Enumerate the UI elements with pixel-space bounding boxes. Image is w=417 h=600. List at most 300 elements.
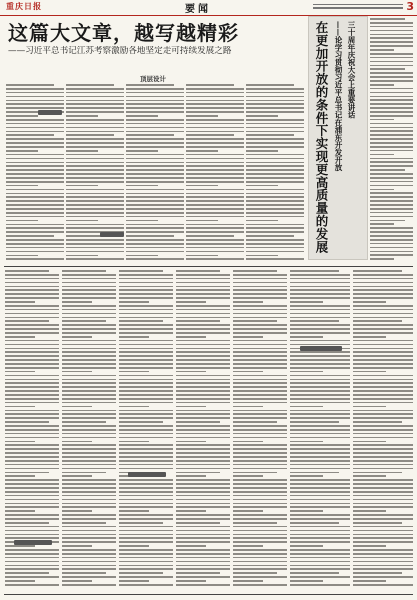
text-line-placeholder — [186, 208, 244, 210]
text-line-placeholder — [370, 227, 413, 229]
text-line-placeholder — [353, 348, 413, 350]
text-line-placeholder — [353, 553, 413, 555]
text-line-placeholder — [290, 483, 350, 485]
text-line-placeholder — [246, 111, 304, 113]
text-line-placeholder — [5, 289, 59, 291]
text-line-placeholder — [119, 286, 173, 288]
text-line-placeholder — [126, 231, 184, 233]
text-line-placeholder — [353, 518, 413, 520]
text-line-placeholder — [353, 545, 386, 547]
text-line-placeholder — [233, 580, 263, 582]
text-line-placeholder — [62, 371, 92, 373]
text-line-placeholder — [62, 297, 116, 299]
text-line-placeholder — [66, 131, 124, 133]
text-line-placeholder — [186, 196, 244, 198]
text-line-placeholder — [119, 491, 173, 493]
text-line-placeholder — [5, 503, 59, 505]
text-line-placeholder — [246, 123, 304, 125]
text-line-placeholder — [62, 479, 116, 481]
text-line-placeholder — [370, 196, 413, 198]
text-line-placeholder — [62, 379, 116, 381]
text-line-placeholder — [6, 158, 64, 160]
text-line-placeholder — [6, 212, 64, 214]
text-line-placeholder — [119, 572, 163, 574]
text-line-placeholder — [290, 410, 350, 412]
text-line-placeholder — [5, 565, 59, 567]
text-line-placeholder — [62, 336, 92, 338]
text-line-placeholder — [290, 382, 350, 384]
text-line-placeholder — [5, 355, 59, 357]
text-line-placeholder — [290, 363, 350, 365]
text-line-placeholder — [370, 26, 413, 28]
text-line-placeholder — [6, 127, 64, 129]
text-line-placeholder — [186, 107, 244, 109]
text-line-placeholder — [176, 332, 230, 334]
text-line-placeholder — [126, 154, 184, 156]
text-line-placeholder — [62, 475, 92, 477]
text-line-placeholder — [6, 162, 64, 164]
text-line-placeholder — [290, 472, 339, 474]
text-line-placeholder — [66, 96, 124, 98]
text-line-placeholder — [176, 351, 230, 353]
text-line-placeholder — [62, 534, 116, 536]
text-line-placeholder — [176, 464, 230, 466]
text-line-placeholder — [119, 441, 149, 443]
text-line-placeholder — [186, 138, 244, 140]
text-line-placeholder — [5, 545, 35, 547]
text-line-placeholder — [62, 553, 116, 555]
text-line-placeholder — [290, 437, 350, 439]
article-column — [119, 270, 173, 592]
text-line-placeholder — [126, 103, 184, 105]
text-line-placeholder — [119, 503, 173, 505]
text-line-placeholder — [126, 196, 184, 198]
text-line-placeholder — [353, 297, 413, 299]
text-line-placeholder — [119, 301, 149, 303]
text-line-placeholder — [119, 270, 163, 272]
text-line-placeholder — [126, 111, 184, 113]
text-line-placeholder — [370, 61, 413, 63]
text-line-placeholder — [353, 375, 413, 377]
text-line-placeholder — [246, 88, 304, 90]
text-line-placeholder — [246, 150, 278, 152]
text-line-placeholder — [370, 37, 413, 39]
text-line-placeholder — [353, 406, 386, 408]
text-line-placeholder — [119, 421, 163, 423]
article-column — [290, 270, 350, 592]
text-line-placeholder — [233, 572, 277, 574]
text-line-placeholder — [176, 557, 230, 559]
text-line-placeholder — [176, 576, 230, 578]
text-line-placeholder — [66, 243, 124, 245]
text-line-placeholder — [246, 258, 304, 260]
text-line-placeholder — [5, 278, 59, 280]
text-line-placeholder — [176, 421, 220, 423]
text-line-placeholder — [62, 514, 116, 516]
text-line-placeholder — [66, 107, 124, 109]
text-line-placeholder — [66, 146, 124, 148]
text-line-placeholder — [233, 421, 277, 423]
text-line-placeholder — [119, 565, 173, 567]
text-line-placeholder — [233, 382, 287, 384]
text-line-placeholder — [62, 348, 116, 350]
text-line-placeholder — [370, 146, 413, 148]
text-line-placeholder — [353, 293, 413, 295]
text-line-placeholder — [290, 444, 350, 446]
text-line-placeholder — [119, 320, 163, 322]
text-line-placeholder — [62, 394, 116, 396]
text-line-placeholder — [233, 448, 287, 450]
text-line-placeholder — [233, 309, 287, 311]
text-line-placeholder — [62, 320, 106, 322]
text-line-placeholder — [353, 452, 413, 454]
text-line-placeholder — [176, 545, 206, 547]
text-line-placeholder — [66, 255, 98, 257]
text-line-placeholder — [370, 220, 405, 222]
text-line-placeholder — [233, 363, 287, 365]
text-line-placeholder — [246, 204, 304, 206]
text-line-placeholder — [353, 437, 413, 439]
text-line-placeholder — [62, 282, 116, 284]
text-line-placeholder — [176, 417, 230, 419]
text-line-placeholder — [233, 479, 287, 481]
text-line-placeholder — [370, 173, 413, 175]
text-line-placeholder — [233, 274, 287, 276]
text-line-placeholder — [66, 251, 124, 253]
text-line-placeholder — [246, 96, 304, 98]
text-line-placeholder — [176, 530, 230, 532]
text-line-placeholder — [6, 165, 64, 167]
text-line-placeholder — [119, 576, 173, 578]
text-line-placeholder — [5, 367, 59, 369]
page-number: 3 — [406, 0, 414, 13]
text-line-placeholder — [126, 127, 184, 129]
text-line-placeholder — [353, 456, 413, 458]
text-line-placeholder — [119, 317, 173, 319]
text-line-placeholder — [119, 549, 173, 551]
text-line-placeholder — [66, 127, 124, 129]
text-line-placeholder — [126, 119, 184, 121]
text-line-placeholder — [62, 367, 116, 369]
text-line-placeholder — [290, 549, 350, 551]
text-line-placeholder — [290, 309, 350, 311]
text-line-placeholder — [233, 468, 287, 470]
text-line-placeholder — [62, 557, 116, 559]
text-line-placeholder — [126, 169, 184, 171]
text-line-placeholder — [370, 53, 413, 55]
text-line-placeholder — [246, 231, 304, 233]
text-line-placeholder — [119, 557, 173, 559]
text-line-placeholder — [176, 580, 206, 582]
text-line-placeholder — [370, 111, 413, 113]
text-line-placeholder — [370, 158, 413, 160]
text-line-placeholder — [370, 239, 413, 241]
text-line-placeholder — [186, 185, 218, 187]
text-line-placeholder — [233, 514, 287, 516]
text-line-placeholder — [353, 433, 413, 435]
text-line-placeholder — [233, 503, 287, 505]
text-line-placeholder — [5, 305, 59, 307]
text-line-placeholder — [5, 282, 59, 284]
text-line-placeholder — [290, 537, 350, 539]
text-line-placeholder — [126, 212, 184, 214]
text-line-placeholder — [126, 208, 184, 210]
text-line-placeholder — [119, 568, 173, 570]
text-line-placeholder — [233, 293, 287, 295]
text-line-placeholder — [233, 340, 287, 342]
text-line-placeholder — [119, 417, 173, 419]
text-line-placeholder — [233, 394, 287, 396]
text-line-placeholder — [353, 317, 413, 319]
text-line-placeholder — [353, 576, 413, 578]
text-line-placeholder — [370, 142, 413, 144]
text-line-placeholder — [66, 173, 124, 175]
text-line-placeholder — [290, 367, 350, 369]
text-line-placeholder — [176, 293, 230, 295]
text-line-placeholder — [176, 386, 230, 388]
text-line-placeholder — [186, 154, 244, 156]
text-line-placeholder — [119, 371, 149, 373]
text-line-placeholder — [370, 123, 413, 125]
text-line-placeholder — [126, 251, 184, 253]
text-line-placeholder — [353, 580, 386, 582]
text-line-placeholder — [5, 344, 59, 346]
text-line-placeholder — [233, 289, 287, 291]
text-line-placeholder — [353, 363, 413, 365]
text-line-placeholder — [126, 200, 184, 202]
vertical-subheadline-1: ——论学习贯彻习近平总书记在浦东开发开放 — [334, 21, 343, 171]
text-line-placeholder — [246, 235, 294, 237]
text-line-placeholder — [66, 239, 124, 241]
text-line-placeholder — [62, 565, 116, 567]
text-line-placeholder — [233, 530, 287, 532]
text-line-placeholder — [126, 243, 184, 245]
text-line-placeholder — [119, 351, 173, 353]
text-line-placeholder — [176, 289, 230, 291]
text-line-placeholder — [353, 340, 413, 342]
text-line-placeholder — [353, 541, 413, 543]
text-line-placeholder — [233, 499, 287, 501]
text-line-placeholder — [62, 359, 116, 361]
text-line-placeholder — [5, 460, 59, 462]
text-line-placeholder — [5, 332, 59, 334]
text-line-placeholder — [5, 379, 59, 381]
text-line-placeholder — [119, 282, 173, 284]
text-line-placeholder — [353, 278, 413, 280]
text-line-placeholder — [290, 572, 339, 574]
text-line-placeholder — [186, 150, 218, 152]
text-line-placeholder — [66, 189, 124, 191]
text-line-placeholder — [353, 270, 402, 272]
text-line-placeholder — [5, 561, 59, 563]
text-line-placeholder — [119, 305, 173, 307]
text-line-placeholder — [66, 84, 114, 86]
text-line-placeholder — [62, 491, 116, 493]
text-line-placeholder — [6, 123, 64, 125]
text-line-placeholder — [290, 270, 339, 272]
text-line-placeholder — [5, 328, 59, 330]
text-line-placeholder — [370, 134, 413, 136]
text-line-placeholder — [290, 351, 350, 353]
text-line-placeholder — [233, 278, 287, 280]
text-line-placeholder — [186, 96, 244, 98]
text-line-placeholder — [290, 413, 350, 415]
text-line-placeholder — [233, 475, 263, 477]
text-line-placeholder — [62, 561, 116, 563]
text-line-placeholder — [290, 561, 350, 563]
text-line-placeholder — [186, 142, 244, 144]
text-line-placeholder — [5, 390, 59, 392]
text-line-placeholder — [353, 344, 413, 346]
text-line-placeholder — [176, 282, 230, 284]
text-line-placeholder — [62, 382, 116, 384]
text-line-placeholder — [6, 96, 64, 98]
text-line-placeholder — [370, 96, 413, 98]
text-line-placeholder — [233, 328, 287, 330]
text-line-placeholder — [176, 444, 230, 446]
text-line-placeholder — [186, 134, 234, 136]
text-line-placeholder — [126, 150, 158, 152]
text-line-placeholder — [233, 565, 287, 567]
text-line-placeholder — [246, 134, 294, 136]
text-line-placeholder — [353, 425, 413, 427]
text-line-placeholder — [370, 115, 413, 117]
text-line-placeholder — [176, 355, 230, 357]
text-line-placeholder — [62, 576, 116, 578]
text-line-placeholder — [66, 100, 124, 102]
text-line-placeholder — [62, 499, 116, 501]
text-line-placeholder — [186, 243, 244, 245]
text-line-placeholder — [290, 386, 350, 388]
text-line-placeholder — [62, 437, 116, 439]
text-line-placeholder — [66, 169, 124, 171]
text-line-placeholder — [119, 437, 173, 439]
text-line-placeholder — [370, 103, 413, 105]
text-line-placeholder — [353, 394, 413, 396]
text-line-placeholder — [5, 448, 59, 450]
text-line-placeholder — [353, 491, 413, 493]
text-line-placeholder — [176, 549, 230, 551]
text-line-placeholder — [186, 247, 244, 249]
text-line-placeholder — [6, 258, 64, 260]
text-line-placeholder — [370, 204, 413, 206]
text-line-placeholder — [62, 313, 116, 315]
text-line-placeholder — [246, 119, 304, 121]
text-line-placeholder — [5, 425, 59, 427]
text-line-placeholder — [233, 541, 287, 543]
text-line-placeholder — [233, 487, 287, 489]
text-line-placeholder — [233, 444, 287, 446]
text-line-placeholder — [186, 216, 244, 218]
text-line-placeholder — [62, 402, 116, 404]
text-line-placeholder — [186, 119, 244, 121]
text-line-placeholder — [176, 317, 230, 319]
text-line-placeholder — [353, 355, 413, 357]
text-line-placeholder — [62, 386, 116, 388]
text-line-placeholder — [370, 247, 413, 249]
text-line-placeholder — [246, 84, 294, 86]
text-line-placeholder — [119, 425, 173, 427]
text-line-placeholder — [176, 297, 230, 299]
text-line-placeholder — [370, 200, 413, 202]
text-line-placeholder — [66, 119, 124, 121]
text-line-placeholder — [62, 363, 116, 365]
text-line-placeholder — [66, 103, 124, 105]
text-line-placeholder — [126, 146, 184, 148]
text-line-placeholder — [176, 499, 230, 501]
text-line-placeholder — [353, 460, 413, 462]
text-line-placeholder — [126, 96, 184, 98]
text-line-placeholder — [290, 398, 350, 400]
text-line-placeholder — [126, 115, 158, 117]
text-line-placeholder — [62, 344, 116, 346]
text-line-placeholder — [290, 359, 350, 361]
text-line-placeholder — [290, 479, 350, 481]
text-line-placeholder — [119, 444, 173, 446]
text-line-placeholder — [66, 212, 124, 214]
text-line-placeholder — [290, 557, 350, 559]
text-line-placeholder — [6, 224, 64, 226]
text-line-placeholder — [176, 510, 206, 512]
text-line-placeholder — [290, 429, 350, 431]
text-line-placeholder — [353, 475, 386, 477]
text-line-placeholder — [62, 429, 116, 431]
text-line-placeholder — [186, 158, 244, 160]
text-line-placeholder — [62, 417, 116, 419]
text-line-placeholder — [370, 76, 413, 78]
text-line-placeholder — [5, 313, 59, 315]
text-line-placeholder — [119, 402, 173, 404]
text-line-placeholder — [176, 328, 230, 330]
text-line-placeholder — [62, 541, 116, 543]
text-line-placeholder — [176, 425, 230, 427]
text-line-placeholder — [119, 394, 173, 396]
text-line-placeholder — [62, 390, 116, 392]
text-line-placeholder — [6, 177, 64, 179]
text-line-placeholder — [246, 154, 304, 156]
text-line-placeholder — [126, 247, 184, 249]
text-line-placeholder — [353, 351, 413, 353]
text-line-placeholder — [233, 301, 263, 303]
text-line-placeholder — [290, 305, 350, 307]
text-line-placeholder — [186, 204, 244, 206]
newspaper-logo: 重庆日报 — [6, 1, 42, 11]
text-line-placeholder — [5, 324, 59, 326]
text-line-placeholder — [176, 503, 230, 505]
text-line-placeholder — [6, 115, 38, 117]
text-line-placeholder — [62, 468, 116, 470]
text-line-placeholder — [233, 324, 287, 326]
footer-rule — [4, 594, 413, 595]
text-line-placeholder — [233, 522, 277, 524]
text-line-placeholder — [370, 208, 413, 210]
text-line-placeholder — [119, 410, 173, 412]
text-line-placeholder — [186, 88, 244, 90]
text-line-placeholder — [6, 146, 64, 148]
text-line-placeholder — [290, 324, 350, 326]
text-line-placeholder — [233, 464, 287, 466]
text-line-placeholder — [66, 92, 124, 94]
text-line-placeholder — [233, 506, 287, 508]
text-line-placeholder — [176, 495, 230, 497]
text-line-placeholder — [290, 425, 350, 427]
text-line-placeholder — [5, 580, 35, 582]
text-line-placeholder — [5, 394, 59, 396]
text-line-placeholder — [5, 437, 59, 439]
text-line-placeholder — [246, 185, 278, 187]
text-line-placeholder — [62, 518, 116, 520]
subsection-heading — [100, 232, 124, 237]
